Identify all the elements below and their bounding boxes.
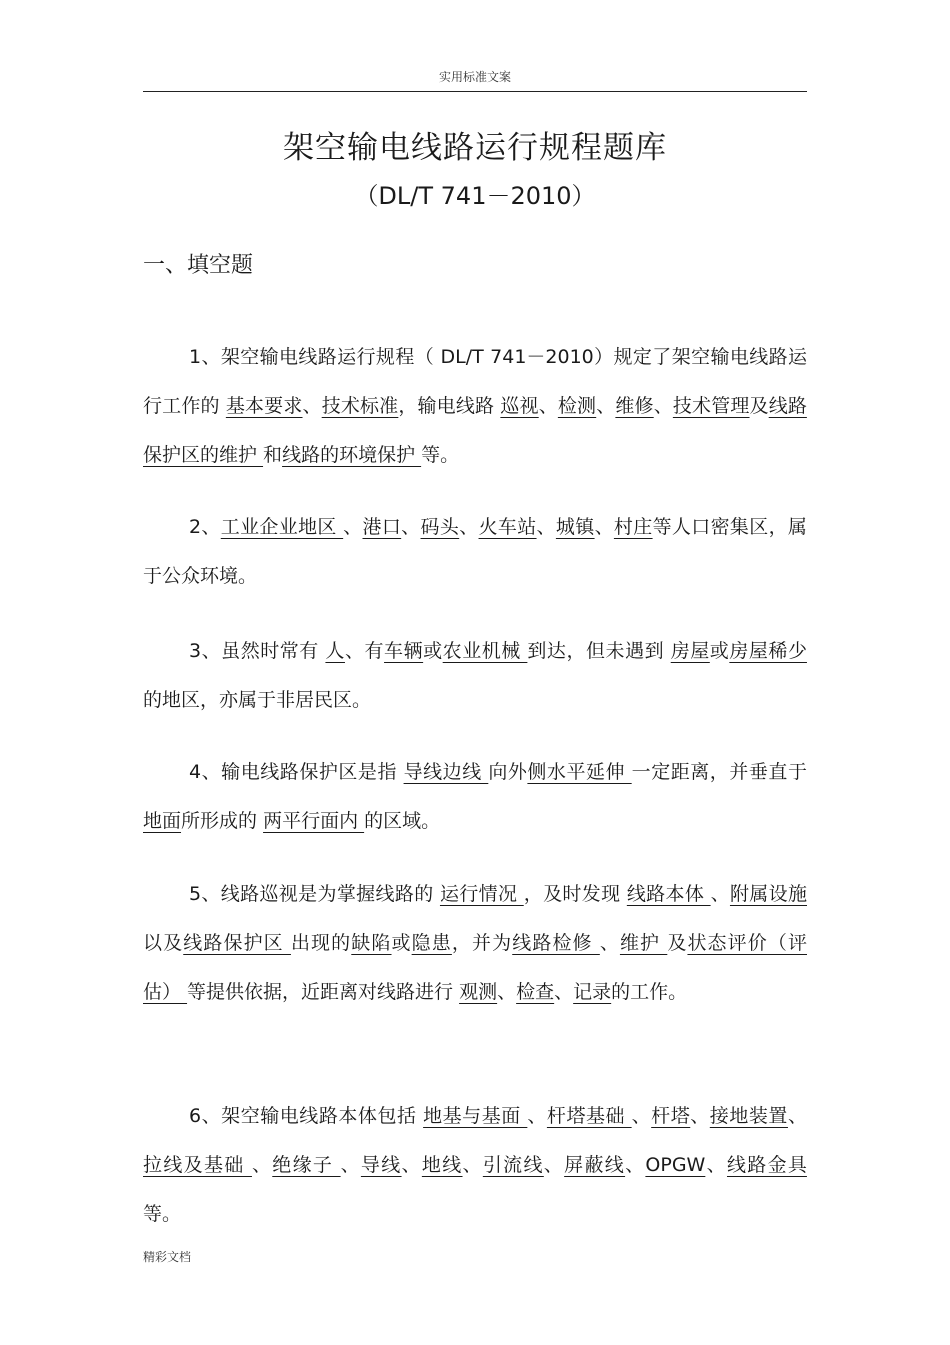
answer-blank: 线路检修 <box>512 932 600 954</box>
question-text: 或 <box>423 640 443 662</box>
question-paragraph <box>143 748 807 846</box>
answer-blank: 维护 <box>619 932 668 954</box>
answer-blank: 观测 <box>459 981 498 1003</box>
answer-blank: 城镇 <box>555 516 595 538</box>
question-text: ，输电线路 <box>398 395 501 417</box>
answer-blank: 工业企业地区 <box>220 516 344 538</box>
answer-blank: 车辆 <box>384 640 424 662</box>
question-text: 3、虽然时常有 <box>189 640 326 662</box>
question-text: 、 <box>536 516 556 538</box>
answer-blank: 状态评价（评估） <box>143 932 807 1003</box>
answer-blank: 线路的环境保护 <box>282 444 422 466</box>
question-text: 出现的 <box>290 932 352 954</box>
answer-blank: 技术管理 <box>672 395 750 417</box>
question-text: 和 <box>263 444 283 466</box>
question-text: 、 <box>538 395 558 417</box>
question-text: 到达，但未遇到 <box>527 640 671 662</box>
answer-blank: 房屋稀少 <box>729 640 807 662</box>
question-text: 以及 <box>143 932 184 954</box>
question-text: 等人口密集区，属于公众环境。 <box>143 516 807 587</box>
answer-blank: 运行情况 <box>439 883 524 905</box>
question-text: 、 <box>497 981 517 1003</box>
question-text: 、 <box>554 981 574 1003</box>
section-heading: 一、填空题 <box>143 253 254 278</box>
question-paragraph <box>143 870 807 1017</box>
answer-blank: 人 <box>325 640 345 662</box>
answer-blank: 隐患 <box>411 932 452 954</box>
answer-blank: 线路保护区的维护 <box>143 395 807 466</box>
answer-blank: 线路本体 <box>626 883 711 905</box>
question-text: 或 <box>709 640 730 662</box>
question-text: 等。 <box>143 1203 182 1225</box>
question-text: 、 <box>690 1105 710 1127</box>
answer-blank: 引流线 <box>482 1154 544 1176</box>
question-text: 、 <box>543 1154 565 1176</box>
question-text: 向外 <box>488 761 528 783</box>
question-text: 、 <box>302 395 322 417</box>
question-text: ，及时发现 <box>523 883 627 905</box>
question-text: 、 <box>710 883 730 905</box>
question-paragraph <box>143 333 807 480</box>
answer-blank: 杆塔 <box>651 1105 691 1127</box>
question-text: 的区域。 <box>364 810 441 832</box>
question-text: 4、输电线路保护区是指 <box>189 761 404 783</box>
answer-blank: 导线边线 <box>403 761 489 783</box>
answer-blank: 地基与基面 <box>423 1105 528 1127</box>
question-text: 、 <box>343 516 363 538</box>
question-text: 及 <box>749 395 769 417</box>
question-text: 的工作。 <box>611 981 688 1003</box>
answer-blank: 记录 <box>573 981 612 1003</box>
answer-blank: 附属设施 <box>729 883 807 905</box>
question-text: 、 <box>653 395 673 417</box>
question-text: 等提供依据，近距离对线路进行 <box>187 981 460 1003</box>
answer-blank: 两平行面内 <box>263 810 365 832</box>
answer-blank: 屏蔽线 <box>564 1154 626 1176</box>
question-text: 、 <box>631 1105 652 1127</box>
page-header: 实用标准文案 <box>438 70 511 84</box>
question-text: 、 <box>705 1154 727 1176</box>
question-text: 、 <box>596 395 616 417</box>
document-title: 架空输电线路运行规程题库 <box>283 130 667 166</box>
answer-blank: 线路金具 <box>726 1154 807 1176</box>
question-text: 、 <box>787 1105 807 1127</box>
question-text: 或 <box>391 932 412 954</box>
question-text: 、 <box>462 1154 483 1176</box>
answer-blank: 火车站 <box>478 516 537 538</box>
question-text: 5、线路巡视是为掌握线路的 <box>189 883 440 905</box>
question-text: 、 <box>459 516 479 538</box>
answer-blank: 房屋 <box>670 640 710 662</box>
question-text: 所形成的 <box>181 810 264 832</box>
answer-blank: 维修 <box>615 395 654 417</box>
answer-blank: 码头 <box>420 516 460 538</box>
question-text: 、 <box>251 1154 273 1176</box>
answer-blank: 巡视 <box>500 395 539 417</box>
question-text: 6、架空输电线路本体包括 <box>189 1105 424 1127</box>
question-text: 的地区，亦属于非居民区。 <box>143 689 372 711</box>
page-footer: 精彩文档 <box>143 1250 192 1264</box>
answer-blank: 地线 <box>421 1154 463 1176</box>
question-paragraph <box>143 627 807 725</box>
answer-blank: 检查 <box>516 981 555 1003</box>
answer-blank: 检测 <box>557 395 597 417</box>
answer-blank: 港口 <box>362 516 402 538</box>
question-text: ，并为 <box>451 932 513 954</box>
question-text: 及 <box>667 932 688 954</box>
answer-blank: 村庄 <box>613 516 653 538</box>
answer-blank: 绝缘子 <box>272 1154 341 1176</box>
question-text: 、 <box>401 1154 422 1176</box>
answer-blank: 缺陷 <box>351 932 392 954</box>
question-paragraph <box>143 503 807 601</box>
question-text: 、 <box>401 516 421 538</box>
answer-blank: 地面 <box>143 810 182 832</box>
header-divider <box>143 91 807 92</box>
question-text: 、 <box>599 932 620 954</box>
question-text: 、 <box>527 1105 547 1127</box>
answer-blank: 农业机械 <box>442 640 528 662</box>
answer-blank: 基本要求 <box>225 395 303 417</box>
answer-blank: 杆塔基础 <box>546 1105 632 1127</box>
answer-blank: 技术标准 <box>321 395 399 417</box>
question-text: 、 <box>594 516 614 538</box>
answer-blank: OPGW <box>645 1154 706 1176</box>
document-subtitle: （DL/T 741－2010） <box>354 182 596 210</box>
question-text: 、有 <box>344 640 385 662</box>
question-text: 1、架空输电线路运行规程（ DL/T 741－2010）规定了架空输电线路运行工作的 <box>143 346 807 417</box>
question-text: 一定距离，并垂直于 <box>631 761 807 783</box>
answer-blank: 拉线及基础 <box>143 1154 252 1176</box>
question-text: 、 <box>340 1154 361 1176</box>
question-text: 2、 <box>189 516 221 538</box>
answer-blank: 导线 <box>360 1154 402 1176</box>
question-paragraph <box>143 1092 807 1239</box>
answer-blank: 线路保护区 <box>183 932 291 954</box>
answer-blank: 侧水平延伸 <box>527 761 632 783</box>
question-text: 等。 <box>421 444 460 466</box>
answer-blank: 接地装置 <box>709 1105 788 1127</box>
question-text: 、 <box>625 1154 646 1176</box>
